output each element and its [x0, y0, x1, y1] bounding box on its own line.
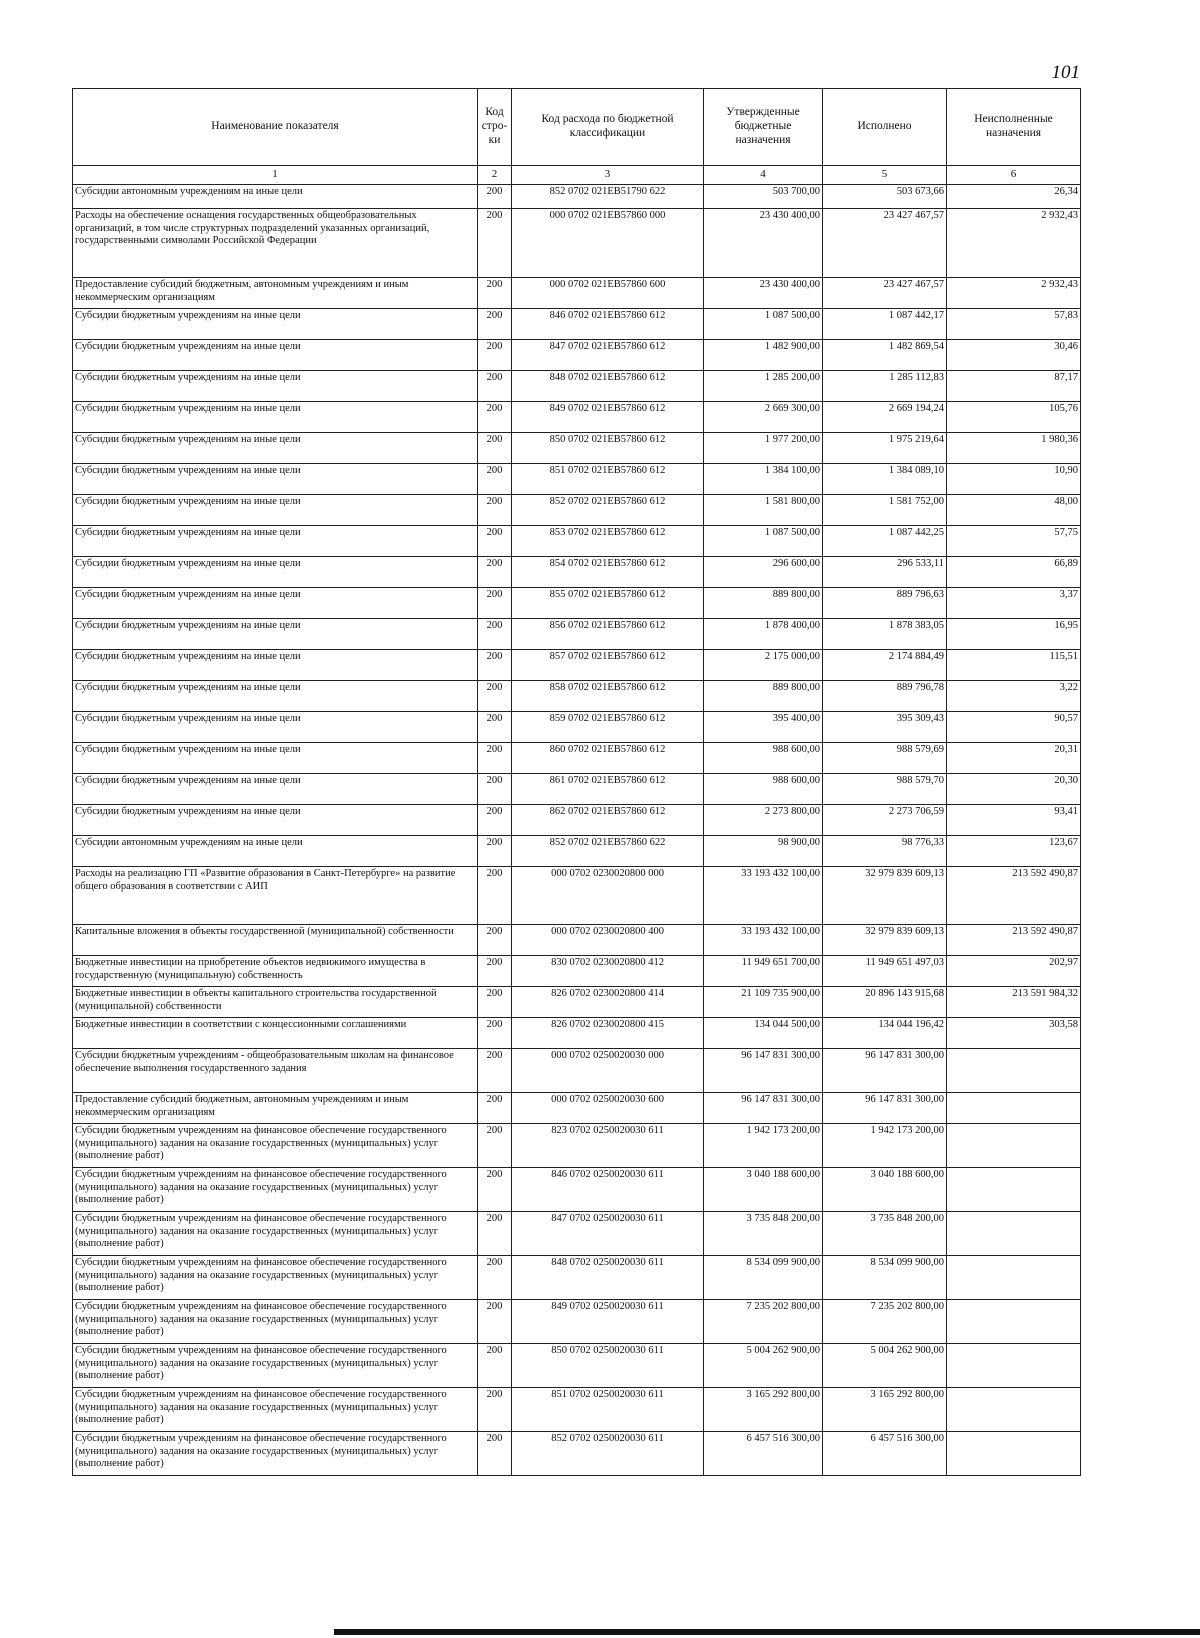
approved-amount-cell: 96 147 831 300,00	[704, 1049, 823, 1093]
approved-amount-cell: 33 193 432 100,00	[704, 925, 823, 956]
budget-code-cell: 862 0702 021EB57860 612	[512, 805, 704, 836]
indicator-name-cell: Субсидии бюджетным учреждениям на финансовое обеспечение государственного (муниципального) задания на оказание государственных (муниципальных) услуг (выполнение работ)	[73, 1344, 478, 1388]
row-code-cell: 200	[478, 557, 512, 588]
column-number: 5	[823, 166, 947, 185]
unexecuted-amount-cell: 3,37	[947, 588, 1081, 619]
row-code-cell: 200	[478, 495, 512, 526]
row-code-cell: 200	[478, 402, 512, 433]
executed-amount-cell: 2 174 884,49	[823, 650, 947, 681]
budget-execution-table	[72, 88, 1081, 1476]
row-code-cell: 200	[478, 867, 512, 925]
unexecuted-amount-cell: 90,57	[947, 712, 1081, 743]
indicator-name-cell: Субсидии бюджетным учреждениям на иные цели	[73, 805, 478, 836]
unexecuted-amount-cell	[947, 1049, 1081, 1093]
indicator-name-cell: Субсидии бюджетным учреждениям на иные цели	[73, 650, 478, 681]
row-code-cell: 200	[478, 588, 512, 619]
budget-code-cell: 852 0702 0250020030 611	[512, 1432, 704, 1476]
approved-amount-cell: 1 878 400,00	[704, 619, 823, 650]
approved-amount-cell: 33 193 432 100,00	[704, 867, 823, 925]
executed-amount-cell: 23 427 467,57	[823, 278, 947, 309]
unexecuted-amount-cell: 87,17	[947, 371, 1081, 402]
approved-amount-cell: 2 669 300,00	[704, 402, 823, 433]
indicator-name-cell: Предоставление субсидий бюджетным, автономным учреждениям и иным некоммерческим организациям	[73, 278, 478, 309]
executed-amount-cell: 2 273 706,59	[823, 805, 947, 836]
indicator-name-cell: Субсидии бюджетным учреждениям на иные цели	[73, 464, 478, 495]
executed-amount-cell: 1 975 219,64	[823, 433, 947, 464]
budget-code-cell: 858 0702 021EB57860 612	[512, 681, 704, 712]
executed-amount-cell: 96 147 831 300,00	[823, 1093, 947, 1124]
executed-amount-cell: 988 579,69	[823, 743, 947, 774]
row-code-cell: 200	[478, 185, 512, 209]
unexecuted-amount-cell	[947, 1388, 1081, 1432]
indicator-name-cell: Субсидии бюджетным учреждениям на финансовое обеспечение государственного (муниципального) задания на оказание государственных (муниципальных) услуг (выполнение работ)	[73, 1300, 478, 1344]
header-row-code: Код стро-ки	[478, 89, 512, 166]
table-row	[73, 185, 1081, 209]
budget-code-cell: 000 0702 021EB57860 000	[512, 209, 704, 278]
table-row	[73, 987, 1081, 1018]
approved-amount-cell: 134 044 500,00	[704, 1018, 823, 1049]
table-row	[73, 925, 1081, 956]
table-row	[73, 1124, 1081, 1168]
unexecuted-amount-cell: 213 591 984,32	[947, 987, 1081, 1018]
row-code-cell: 200	[478, 1168, 512, 1212]
indicator-name-cell: Субсидии бюджетным учреждениям на иные цели	[73, 681, 478, 712]
indicator-name-cell: Предоставление субсидий бюджетным, автономным учреждениям и иным некоммерческим организациям	[73, 1093, 478, 1124]
table-row	[73, 743, 1081, 774]
executed-amount-cell: 1 581 752,00	[823, 495, 947, 526]
approved-amount-cell: 296 600,00	[704, 557, 823, 588]
unexecuted-amount-cell	[947, 1093, 1081, 1124]
row-code-cell: 200	[478, 1212, 512, 1256]
unexecuted-amount-cell: 1 980,36	[947, 433, 1081, 464]
table-row	[73, 650, 1081, 681]
budget-code-cell: 852 0702 021EB57860 612	[512, 495, 704, 526]
table-row	[73, 681, 1081, 712]
executed-amount-cell: 98 776,33	[823, 836, 947, 867]
unexecuted-amount-cell: 303,58	[947, 1018, 1081, 1049]
row-code-cell: 200	[478, 1344, 512, 1388]
row-code-cell: 200	[478, 309, 512, 340]
table-row	[73, 1049, 1081, 1093]
budget-code-cell: 826 0702 0230020800 414	[512, 987, 704, 1018]
header-unexecuted: Неисполненные назначения	[947, 89, 1081, 166]
indicator-name-cell: Субсидии бюджетным учреждениям на финансовое обеспечение государственного (муниципального) задания на оказание государственных (муниципальных) услуг (выполнение работ)	[73, 1256, 478, 1300]
approved-amount-cell: 98 900,00	[704, 836, 823, 867]
unexecuted-amount-cell: 115,51	[947, 650, 1081, 681]
table-row	[73, 588, 1081, 619]
budget-code-cell: 000 0702 021EB57860 600	[512, 278, 704, 309]
executed-amount-cell: 1 087 442,17	[823, 309, 947, 340]
table-row	[73, 433, 1081, 464]
executed-amount-cell: 889 796,78	[823, 681, 947, 712]
executed-amount-cell: 1 087 442,25	[823, 526, 947, 557]
header-indicator-name: Наименование показателя	[73, 89, 478, 166]
approved-amount-cell: 988 600,00	[704, 774, 823, 805]
approved-amount-cell: 1 384 100,00	[704, 464, 823, 495]
table-row	[73, 402, 1081, 433]
indicator-name-cell: Субсидии бюджетным учреждениям на иные цели	[73, 433, 478, 464]
header-executed: Исполнено	[823, 89, 947, 166]
table-row	[73, 557, 1081, 588]
unexecuted-amount-cell	[947, 1212, 1081, 1256]
unexecuted-amount-cell	[947, 1344, 1081, 1388]
table-row	[73, 867, 1081, 925]
table-row	[73, 1256, 1081, 1300]
column-number: 6	[947, 166, 1081, 185]
approved-amount-cell: 1 482 900,00	[704, 340, 823, 371]
row-code-cell: 200	[478, 1256, 512, 1300]
indicator-name-cell: Субсидии бюджетным учреждениям на иные цели	[73, 588, 478, 619]
budget-code-cell: 856 0702 021EB57860 612	[512, 619, 704, 650]
budget-code-cell: 830 0702 0230020800 412	[512, 956, 704, 987]
column-number: 3	[512, 166, 704, 185]
unexecuted-amount-cell: 48,00	[947, 495, 1081, 526]
executed-amount-cell: 5 004 262 900,00	[823, 1344, 947, 1388]
approved-amount-cell: 21 109 735 900,00	[704, 987, 823, 1018]
row-code-cell: 200	[478, 987, 512, 1018]
approved-amount-cell: 3 735 848 200,00	[704, 1212, 823, 1256]
table-row	[73, 1093, 1081, 1124]
row-code-cell: 200	[478, 774, 512, 805]
table-row	[73, 1300, 1081, 1344]
executed-amount-cell: 3 040 188 600,00	[823, 1168, 947, 1212]
unexecuted-amount-cell: 123,67	[947, 836, 1081, 867]
budget-code-cell: 857 0702 021EB57860 612	[512, 650, 704, 681]
row-code-cell: 200	[478, 278, 512, 309]
executed-amount-cell: 23 427 467,57	[823, 209, 947, 278]
row-code-cell: 200	[478, 1049, 512, 1093]
table-row	[73, 774, 1081, 805]
indicator-name-cell: Капитальные вложения в объекты государственной (муниципальной) собственности	[73, 925, 478, 956]
executed-amount-cell: 988 579,70	[823, 774, 947, 805]
table-row	[73, 495, 1081, 526]
executed-amount-cell: 96 147 831 300,00	[823, 1049, 947, 1093]
header-budget-code: Код расхода по бюджетной классификации	[512, 89, 704, 166]
table-row	[73, 371, 1081, 402]
indicator-name-cell: Субсидии бюджетным учреждениям на иные цели	[73, 340, 478, 371]
unexecuted-amount-cell: 57,83	[947, 309, 1081, 340]
column-number: 1	[73, 166, 478, 185]
column-number-row	[73, 166, 1081, 185]
row-code-cell: 200	[478, 619, 512, 650]
indicator-name-cell: Субсидии бюджетным учреждениям на финансовое обеспечение государственного (муниципального) задания на оказание государственных (муниципальных) услуг (выполнение работ)	[73, 1432, 478, 1476]
approved-amount-cell: 1 087 500,00	[704, 309, 823, 340]
indicator-name-cell: Субсидии бюджетным учреждениям на иные цели	[73, 774, 478, 805]
unexecuted-amount-cell	[947, 1300, 1081, 1344]
indicator-name-cell: Расходы на реализацию ГП «Развитие образования в Санкт-Петербурге» на развитие общего образования в соответствии с АИП	[73, 867, 478, 925]
approved-amount-cell: 5 004 262 900,00	[704, 1344, 823, 1388]
table-row	[73, 805, 1081, 836]
table-row	[73, 956, 1081, 987]
column-number: 2	[478, 166, 512, 185]
row-code-cell: 200	[478, 956, 512, 987]
approved-amount-cell: 503 700,00	[704, 185, 823, 209]
unexecuted-amount-cell: 213 592 490,87	[947, 925, 1081, 956]
row-code-cell: 200	[478, 1124, 512, 1168]
budget-code-cell: 823 0702 0250020030 611	[512, 1124, 704, 1168]
budget-code-cell: 850 0702 0250020030 611	[512, 1344, 704, 1388]
row-code-cell: 200	[478, 712, 512, 743]
approved-amount-cell: 1 285 200,00	[704, 371, 823, 402]
unexecuted-amount-cell: 213 592 490,87	[947, 867, 1081, 925]
table-row	[73, 340, 1081, 371]
indicator-name-cell: Расходы на обеспечение оснащения государственных общеобразовательных организаций, в том числе структурных подразделений указанных организаций, государственными символами Российской Федерации	[73, 209, 478, 278]
executed-amount-cell: 32 979 839 609,13	[823, 925, 947, 956]
unexecuted-amount-cell: 10,90	[947, 464, 1081, 495]
budget-code-cell: 000 0702 0230020800 400	[512, 925, 704, 956]
executed-amount-cell: 6 457 516 300,00	[823, 1432, 947, 1476]
table-row	[73, 1212, 1081, 1256]
unexecuted-amount-cell: 3,22	[947, 681, 1081, 712]
unexecuted-amount-cell: 2 932,43	[947, 209, 1081, 278]
budget-code-cell: 855 0702 021EB57860 612	[512, 588, 704, 619]
budget-code-cell: 851 0702 021EB57860 612	[512, 464, 704, 495]
table-row	[73, 464, 1081, 495]
row-code-cell: 200	[478, 925, 512, 956]
approved-amount-cell: 11 949 651 700,00	[704, 956, 823, 987]
approved-amount-cell: 23 430 400,00	[704, 209, 823, 278]
executed-amount-cell: 11 949 651 497,03	[823, 956, 947, 987]
indicator-name-cell: Субсидии автономным учреждениям на иные цели	[73, 836, 478, 867]
row-code-cell: 200	[478, 650, 512, 681]
executed-amount-cell: 395 309,43	[823, 712, 947, 743]
row-code-cell: 200	[478, 526, 512, 557]
budget-code-cell: 847 0702 021EB57860 612	[512, 340, 704, 371]
executed-amount-cell: 32 979 839 609,13	[823, 867, 947, 925]
indicator-name-cell: Субсидии бюджетным учреждениям на иные цели	[73, 495, 478, 526]
approved-amount-cell: 395 400,00	[704, 712, 823, 743]
unexecuted-amount-cell: 2 932,43	[947, 278, 1081, 309]
table-body	[73, 185, 1081, 1476]
approved-amount-cell: 2 273 800,00	[704, 805, 823, 836]
indicator-name-cell: Субсидии бюджетным учреждениям на финансовое обеспечение государственного (муниципального) задания на оказание государственных (муниципальных) услуг (выполнение работ)	[73, 1212, 478, 1256]
table-row	[73, 712, 1081, 743]
column-number: 4	[704, 166, 823, 185]
row-code-cell: 200	[478, 1093, 512, 1124]
row-code-cell: 200	[478, 681, 512, 712]
unexecuted-amount-cell	[947, 1168, 1081, 1212]
budget-code-cell: 848 0702 0250020030 611	[512, 1256, 704, 1300]
indicator-name-cell: Субсидии бюджетным учреждениям на иные цели	[73, 619, 478, 650]
approved-amount-cell: 6 457 516 300,00	[704, 1432, 823, 1476]
budget-code-cell: 849 0702 0250020030 611	[512, 1300, 704, 1344]
approved-amount-cell: 1 087 500,00	[704, 526, 823, 557]
approved-amount-cell: 889 800,00	[704, 681, 823, 712]
executed-amount-cell: 1 384 089,10	[823, 464, 947, 495]
row-code-cell: 200	[478, 836, 512, 867]
row-code-cell: 200	[478, 371, 512, 402]
executed-amount-cell: 296 533,11	[823, 557, 947, 588]
budget-code-cell: 847 0702 0250020030 611	[512, 1212, 704, 1256]
table-row	[73, 1018, 1081, 1049]
row-code-cell: 200	[478, 340, 512, 371]
row-code-cell: 200	[478, 209, 512, 278]
indicator-name-cell: Субсидии бюджетным учреждениям на иные цели	[73, 743, 478, 774]
executed-amount-cell: 20 896 143 915,68	[823, 987, 947, 1018]
scan-edge-bar	[334, 1629, 1200, 1635]
table-row	[73, 836, 1081, 867]
approved-amount-cell: 1 581 800,00	[704, 495, 823, 526]
row-code-cell: 200	[478, 1388, 512, 1432]
indicator-name-cell: Субсидии бюджетным учреждениям на иные цели	[73, 712, 478, 743]
unexecuted-amount-cell: 16,95	[947, 619, 1081, 650]
indicator-name-cell: Субсидии бюджетным учреждениям - общеобразовательным школам на финансовое обеспечение выполнения государственного задания	[73, 1049, 478, 1093]
budget-code-cell: 849 0702 021EB57860 612	[512, 402, 704, 433]
executed-amount-cell: 7 235 202 800,00	[823, 1300, 947, 1344]
unexecuted-amount-cell: 20,31	[947, 743, 1081, 774]
budget-code-cell: 851 0702 0250020030 611	[512, 1388, 704, 1432]
row-code-cell: 200	[478, 1432, 512, 1476]
approved-amount-cell: 8 534 099 900,00	[704, 1256, 823, 1300]
budget-code-cell: 000 0702 0250020030 600	[512, 1093, 704, 1124]
executed-amount-cell: 1 878 383,05	[823, 619, 947, 650]
indicator-name-cell: Субсидии бюджетным учреждениям на иные цели	[73, 557, 478, 588]
unexecuted-amount-cell	[947, 1432, 1081, 1476]
indicator-name-cell: Субсидии бюджетным учреждениям на иные цели	[73, 371, 478, 402]
approved-amount-cell: 1 942 173 200,00	[704, 1124, 823, 1168]
executed-amount-cell: 1 285 112,83	[823, 371, 947, 402]
unexecuted-amount-cell: 202,97	[947, 956, 1081, 987]
approved-amount-cell: 1 977 200,00	[704, 433, 823, 464]
executed-amount-cell: 3 735 848 200,00	[823, 1212, 947, 1256]
row-code-cell: 200	[478, 464, 512, 495]
budget-code-cell: 000 0702 0250020030 000	[512, 1049, 704, 1093]
approved-amount-cell: 3 040 188 600,00	[704, 1168, 823, 1212]
executed-amount-cell: 8 534 099 900,00	[823, 1256, 947, 1300]
executed-amount-cell: 3 165 292 800,00	[823, 1388, 947, 1432]
unexecuted-amount-cell: 20,30	[947, 774, 1081, 805]
approved-amount-cell: 889 800,00	[704, 588, 823, 619]
executed-amount-cell: 1 482 869,54	[823, 340, 947, 371]
unexecuted-amount-cell: 93,41	[947, 805, 1081, 836]
indicator-name-cell: Субсидии бюджетным учреждениям на финансовое обеспечение государственного (муниципального) задания на оказание государственных (муниципальных) услуг (выполнение работ)	[73, 1168, 478, 1212]
budget-code-cell: 846 0702 021EB57860 612	[512, 309, 704, 340]
approved-amount-cell: 3 165 292 800,00	[704, 1388, 823, 1432]
indicator-name-cell: Бюджетные инвестиции в соответствии с концессионными соглашениями	[73, 1018, 478, 1049]
budget-code-cell: 860 0702 021EB57860 612	[512, 743, 704, 774]
unexecuted-amount-cell: 105,76	[947, 402, 1081, 433]
executed-amount-cell: 134 044 196,42	[823, 1018, 947, 1049]
approved-amount-cell: 988 600,00	[704, 743, 823, 774]
row-code-cell: 200	[478, 1018, 512, 1049]
indicator-name-cell: Субсидии бюджетным учреждениям на иные цели	[73, 309, 478, 340]
budget-code-cell: 859 0702 021EB57860 612	[512, 712, 704, 743]
unexecuted-amount-cell	[947, 1256, 1081, 1300]
row-code-cell: 200	[478, 805, 512, 836]
indicator-name-cell: Субсидии бюджетным учреждениям на финансовое обеспечение государственного (муниципального) задания на оказание государственных (муниципальных) услуг (выполнение работ)	[73, 1388, 478, 1432]
executed-amount-cell: 2 669 194,24	[823, 402, 947, 433]
unexecuted-amount-cell: 57,75	[947, 526, 1081, 557]
budget-code-cell: 861 0702 021EB57860 612	[512, 774, 704, 805]
indicator-name-cell: Бюджетные инвестиции в объекты капитального строительства государственной (муниципальной) собственности	[73, 987, 478, 1018]
unexecuted-amount-cell: 30,46	[947, 340, 1081, 371]
unexecuted-amount-cell: 66,89	[947, 557, 1081, 588]
budget-code-cell: 000 0702 0230020800 000	[512, 867, 704, 925]
approved-amount-cell: 2 175 000,00	[704, 650, 823, 681]
row-code-cell: 200	[478, 433, 512, 464]
table-row	[73, 309, 1081, 340]
budget-code-cell: 850 0702 021EB57860 612	[512, 433, 704, 464]
table-row	[73, 619, 1081, 650]
indicator-name-cell: Субсидии бюджетным учреждениям на финансовое обеспечение государственного (муниципального) задания на оказание государственных (муниципальных) услуг (выполнение работ)	[73, 1124, 478, 1168]
unexecuted-amount-cell	[947, 1124, 1081, 1168]
header-approved: Утвержденные бюджетные назначения	[704, 89, 823, 166]
budget-code-cell: 848 0702 021EB57860 612	[512, 371, 704, 402]
table-row	[73, 1432, 1081, 1476]
executed-amount-cell: 1 942 173 200,00	[823, 1124, 947, 1168]
budget-code-cell: 853 0702 021EB57860 612	[512, 526, 704, 557]
row-code-cell: 200	[478, 743, 512, 774]
page-number: 101	[1051, 62, 1080, 83]
indicator-name-cell: Субсидии автономным учреждениям на иные цели	[73, 185, 478, 209]
budget-code-cell: 854 0702 021EB57860 612	[512, 557, 704, 588]
budget-code-cell: 826 0702 0230020800 415	[512, 1018, 704, 1049]
table-row	[73, 526, 1081, 557]
table-row	[73, 1168, 1081, 1212]
executed-amount-cell: 889 796,63	[823, 588, 947, 619]
approved-amount-cell: 23 430 400,00	[704, 278, 823, 309]
budget-code-cell: 846 0702 0250020030 611	[512, 1168, 704, 1212]
budget-code-cell: 852 0702 021EB57860 622	[512, 836, 704, 867]
row-code-cell: 200	[478, 1300, 512, 1344]
indicator-name-cell: Субсидии бюджетным учреждениям на иные цели	[73, 402, 478, 433]
unexecuted-amount-cell: 26,34	[947, 185, 1081, 209]
table-row	[73, 1388, 1081, 1432]
indicator-name-cell: Субсидии бюджетным учреждениям на иные цели	[73, 526, 478, 557]
budget-code-cell: 852 0702 021EB51790 622	[512, 185, 704, 209]
table-row	[73, 1344, 1081, 1388]
table-row	[73, 209, 1081, 278]
table-header-row	[73, 89, 1081, 166]
executed-amount-cell: 503 673,66	[823, 185, 947, 209]
approved-amount-cell: 7 235 202 800,00	[704, 1300, 823, 1344]
approved-amount-cell: 96 147 831 300,00	[704, 1093, 823, 1124]
table-row	[73, 278, 1081, 309]
indicator-name-cell: Бюджетные инвестиции на приобретение объектов недвижимого имущества в государственную (муниципальную) собственность	[73, 956, 478, 987]
